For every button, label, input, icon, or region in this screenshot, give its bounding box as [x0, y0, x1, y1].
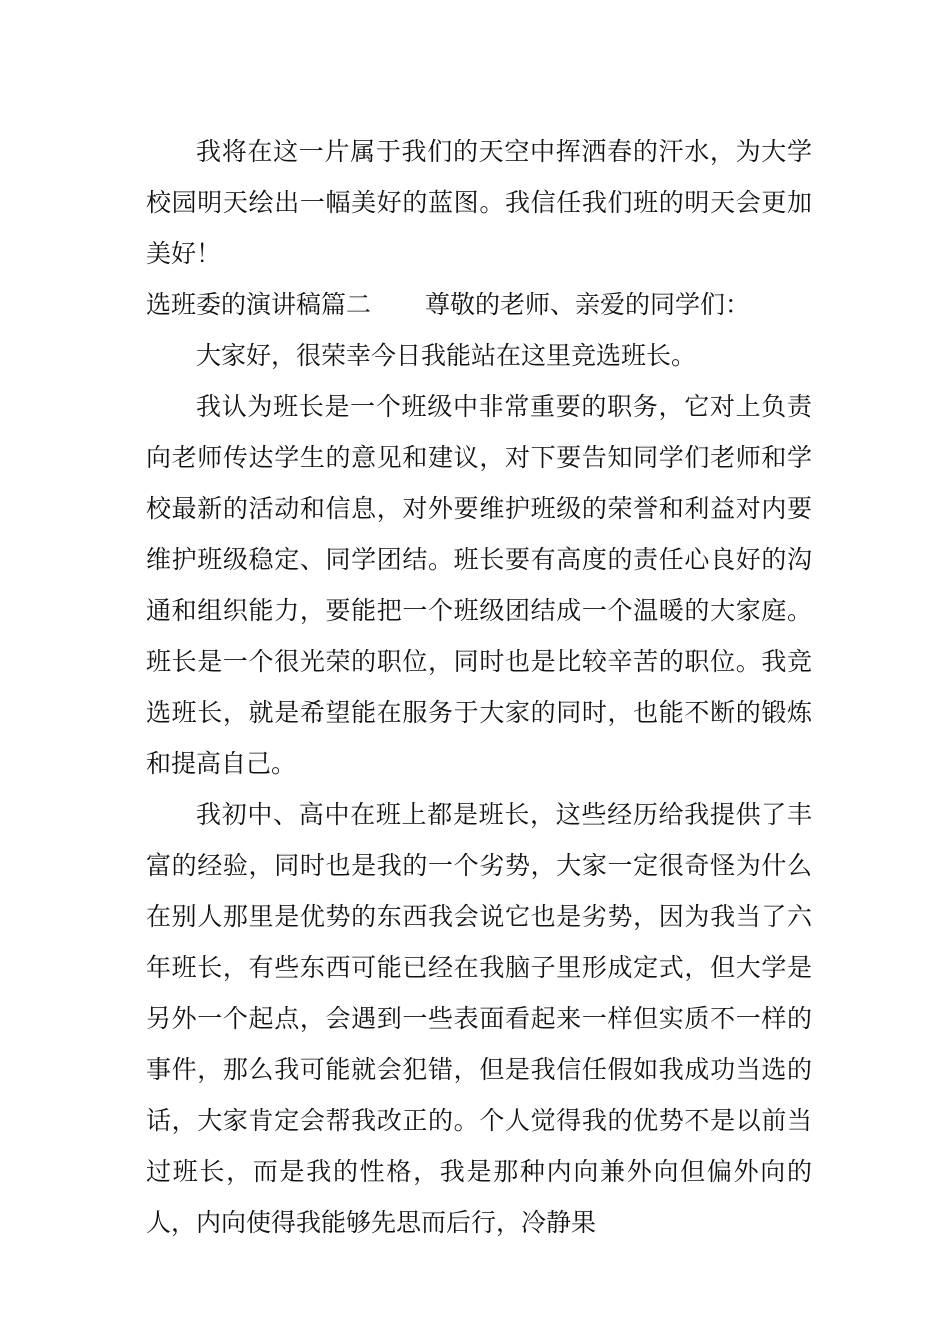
section-title: 选班委的演讲稿篇二 [146, 290, 372, 319]
paragraph-3: 我认为班长是一个班级中非常重要的职务，它对上负责向老师传达学生的意见和建议，对下要告知同学们老师和学校最新的活动和信息，对外要维护班级的荣誉和利益对内要维护班级稳定、同学团结。班长要有高度的责任心良好的沟通和组织能力，要能把一个班级团结成一个温暖的大家庭。班长是一个很光荣的职位，同时也是比较辛苦的职位。我竞选班长，就是希望能在服务于大家的同时，也能不断的锻炼和提高自己。 [146, 392, 812, 778]
salutation: 尊敬的老师、亲爱的同学们： [425, 290, 751, 319]
paragraph-2: 大家好，很荣幸今日我能站在这里竞选班长。 [196, 341, 697, 370]
section-heading [146, 279, 812, 330]
paragraph-1: 我将在这一片属于我们的天空中挥洒春的汗水，为大学校园明天绘出一幅美好的蓝图。我信任我们班的明天会更加美好！ [146, 137, 812, 268]
paragraph-4: 我初中、高中在班上都是班长，这些经历给我提供了丰富的经验，同时也是我的一个劣势，大家一定很奇怪为什么在别人那里是优势的东西我会说它也是劣势，因为我当了六年班长，有些东西可能已经在我脑子里形成定式，但大学是另外一个起点，会遇到一些表面看起来一样但实质不一样的事件，那么我可能就会犯错，但是我信任假如我成功当选的话，大家肯定会帮我改正的。个人觉得我的优势不是以前当过班长，而是我的性格，我是那种内向兼外向但偏外向的人，内向使得我能够先思而后行，冷静果 [146, 800, 812, 1237]
document-body [146, 126, 812, 1248]
